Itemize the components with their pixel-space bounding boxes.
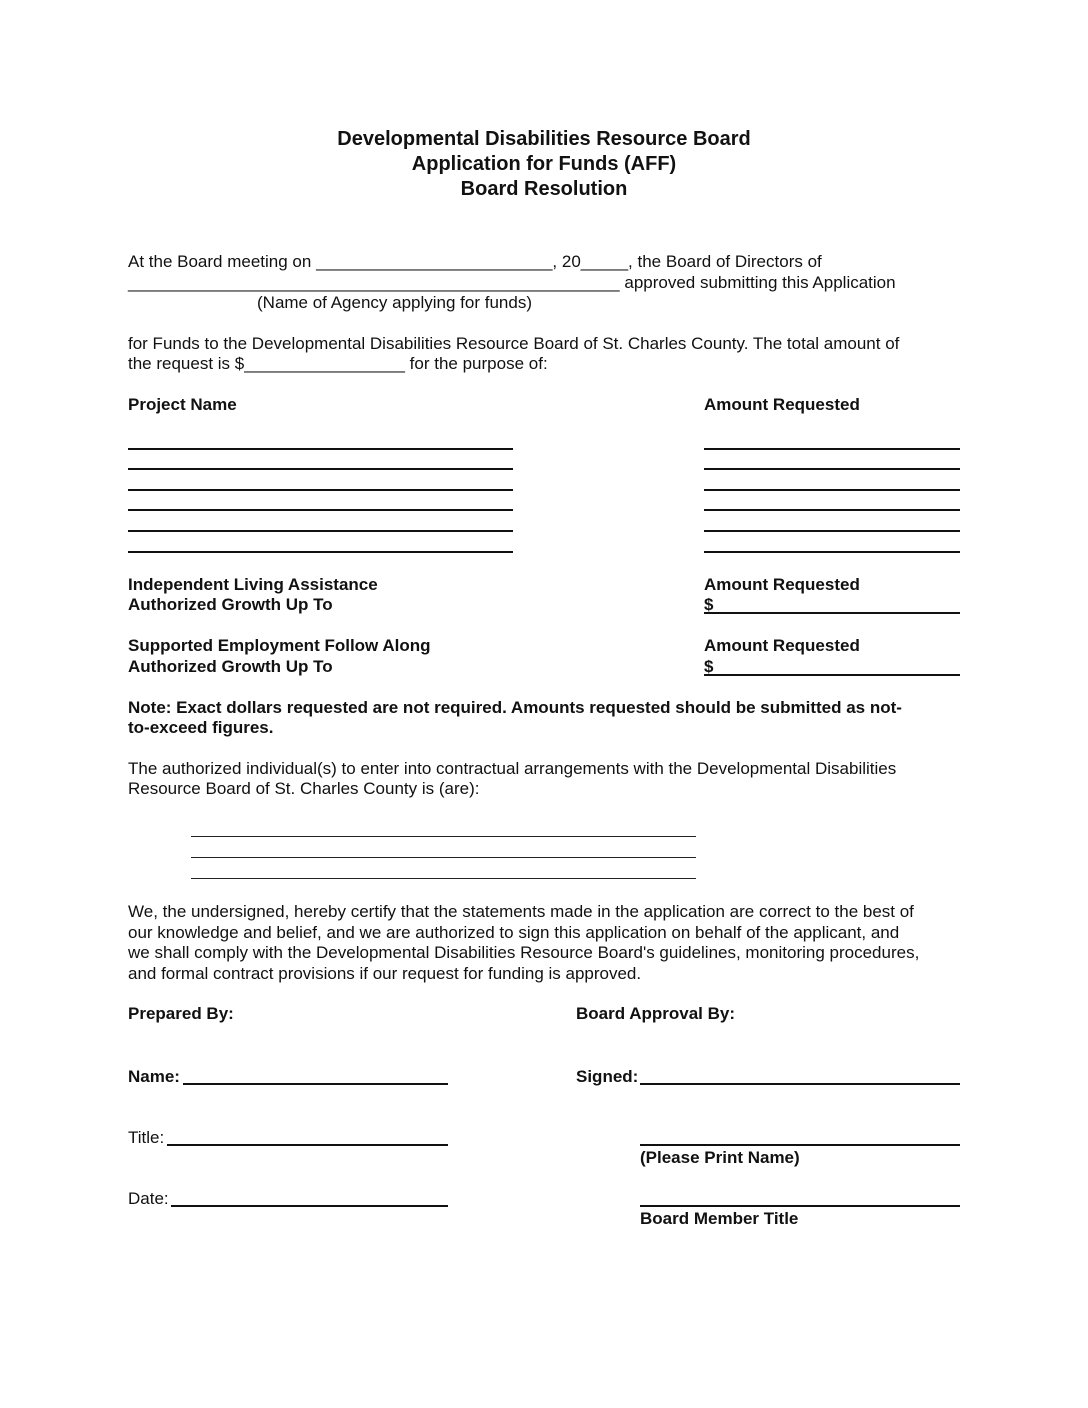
form-subtitle: Application for Funds (AFF): [411, 153, 677, 175]
print-name-field[interactable]: [640, 1144, 960, 1146]
independent-living-dollar: $: [704, 595, 714, 614]
title-field[interactable]: [167, 1144, 448, 1146]
note-line-1: Note: Exact dollars requested are not required. Amounts requested should be submitted as not-: [128, 698, 902, 717]
intro-line-amount: the request is $_________________ for the purpose of:: [128, 354, 548, 373]
supported-employment-growth-label: Authorized Growth Up To: [128, 657, 333, 676]
project-name-header: Project Name: [128, 395, 237, 414]
certification-line-3: we shall comply with the Developmental Disabilities Resource Board's guidelines, monitoring procedures,: [128, 943, 920, 962]
date-field[interactable]: [171, 1205, 448, 1207]
independent-living-label: Independent Living Assistance: [128, 575, 378, 594]
certification-line-1: We, the undersigned, hereby certify that the statements made in the application are correct to the best of: [128, 902, 914, 921]
independent-living-growth-label: Authorized Growth Up To: [128, 595, 333, 614]
project-name-line[interactable]: [128, 509, 513, 511]
board-member-title-caption: Board Member Title: [640, 1209, 799, 1228]
authorized-individual-line[interactable]: [191, 857, 696, 858]
board-member-title-field[interactable]: [640, 1205, 960, 1207]
intro-line-funds: for Funds to the Developmental Disabilities Resource Board of St. Charles County. The total amount of: [128, 334, 900, 353]
independent-living-amount-line[interactable]: [704, 612, 960, 614]
certification-line-4: and formal contract provisions if our request for funding is approved.: [128, 964, 642, 983]
supported-employment-label: Supported Employment Follow Along: [128, 636, 431, 655]
intro-line-meeting: At the Board meeting on _________________________, 20_____, the Board of Directors of: [128, 252, 822, 271]
amount-line[interactable]: [704, 489, 960, 491]
authorized-individual-line[interactable]: [191, 836, 696, 837]
project-name-line[interactable]: [128, 468, 513, 470]
supported-employment-dollar: $: [704, 657, 714, 676]
intro-line-agency: ____________________________________________________ approved submitting this Application: [128, 273, 896, 292]
date-label: Date:: [128, 1189, 169, 1208]
agency-caption: (Name of Agency applying for funds): [257, 293, 532, 312]
supported-employment-amount-line[interactable]: [704, 674, 960, 676]
board-approval-heading: Board Approval By:: [576, 1004, 736, 1023]
amount-line[interactable]: [704, 468, 960, 470]
supported-employment-amount-header: Amount Requested: [704, 636, 860, 655]
project-name-line[interactable]: [128, 489, 513, 491]
amount-line[interactable]: [704, 551, 960, 553]
form-title: Developmental Disabilities Resource Board: [337, 128, 751, 150]
certification-line-2: our knowledge and belief, and we are authorized to sign this application on behalf of the applicant, and: [128, 923, 900, 942]
print-name-caption: (Please Print Name): [640, 1148, 800, 1167]
amount-line[interactable]: [704, 509, 960, 511]
amount-line[interactable]: [704, 448, 960, 450]
signed-label: Signed:: [576, 1067, 639, 1086]
prepared-by-heading: Prepared By:: [128, 1004, 234, 1023]
amount-requested-header: Amount Requested: [704, 395, 860, 414]
authorized-line-2: Resource Board of St. Charles County is (are):: [128, 779, 480, 798]
authorized-individual-line[interactable]: [191, 878, 696, 879]
project-name-line[interactable]: [128, 530, 513, 532]
authorized-line-1: The authorized individual(s) to enter into contractual arrangements with the Developmental Disabilities: [128, 759, 897, 778]
amount-line[interactable]: [704, 530, 960, 532]
signature-field[interactable]: [640, 1083, 960, 1085]
form-section-title: Board Resolution: [460, 178, 628, 200]
title-label: Title:: [128, 1128, 165, 1147]
name-label: Name:: [128, 1067, 180, 1086]
independent-living-amount-header: Amount Requested: [704, 575, 860, 594]
project-name-line[interactable]: [128, 551, 513, 553]
project-name-line[interactable]: [128, 448, 513, 450]
note-line-2: to-exceed figures.: [128, 718, 274, 737]
name-field[interactable]: [183, 1083, 448, 1085]
